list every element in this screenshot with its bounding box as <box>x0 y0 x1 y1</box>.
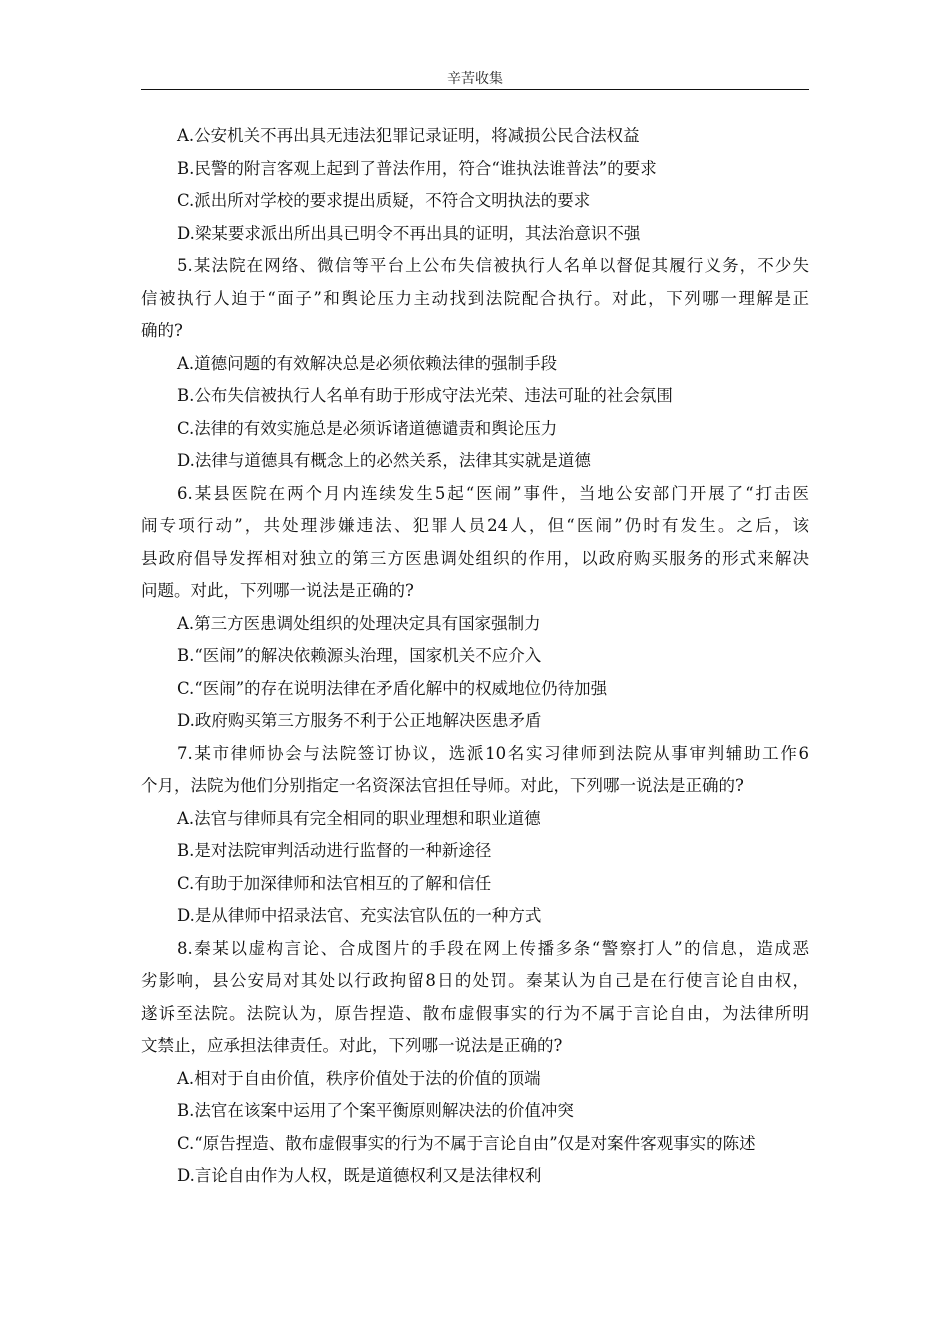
text-line: C.“医闹”的存在说明法律在矛盾化解中的权威地位仍待加强 <box>177 678 608 698</box>
text-line: B.是对法院审判活动进行监督的一种新途径 <box>177 841 492 860</box>
text-line: 信被执行人迫于“面子”和舆论压力主动找到法院配合执行。对此，下列哪一理解是正 <box>141 288 809 308</box>
text-line: C.有助于加深律师和法官相互的了解和信任 <box>177 873 492 893</box>
text-line: 8.秦某以虚构言论、合成图片的手段在网上传播多条“警察打人”的信息，造成恶 <box>177 938 809 958</box>
text-line: A.法官与律师具有完全相同的职业理想和职业道德 <box>177 808 541 828</box>
text-line: D.法律与道德具有概念上的必然关系，法律其实就是道德 <box>177 451 591 470</box>
text-line: C.派出所对学校的要求提出质疑，不符合文明执法的要求 <box>177 191 591 210</box>
document-body <box>141 120 809 1193</box>
text-line: 个月，法院为他们分别指定一名资深法官担任导师。对此，下列哪一说法是正确的? <box>141 776 744 795</box>
text-line: 遂诉至法院。法院认为，原告捏造、散布虚假事实的行为不属于言论自由，为法律所明 <box>141 1003 809 1023</box>
text-line: A.第三方医患调处组织的处理决定具有国家强制力 <box>177 613 541 633</box>
text-line: B.公布失信被执行人名单有助于形成守法光荣、违法可耻的社会氛围 <box>177 386 673 405</box>
text-line: 7.某市律师协会与法院签订协议，选派10名实习律师到法院从事审判辅助工作6 <box>177 743 809 763</box>
page-header: 辛苦收集 <box>447 71 503 87</box>
text-line: B.法官在该案中运用了个案平衡原则解决法的价值冲突 <box>177 1101 574 1120</box>
text-line: A.相对于自由价值，秩序价值处于法的价值的顶端 <box>177 1068 541 1088</box>
text-line: 县政府倡导发挥相对独立的第三方医患调处组织的作用，以政府购买服务的形式来解决 <box>141 548 809 568</box>
text-line: A.道德问题的有效解决总是必须依赖法律的强制手段 <box>177 353 558 373</box>
text-line: D.是从律师中招录法官、充实法官队伍的一种方式 <box>177 906 542 925</box>
text-line: 确的? <box>141 321 183 340</box>
text-line: C.法律的有效实施总是必须诉诸道德谴责和舆论压力 <box>177 418 558 438</box>
text-line: 劣影响，县公安局对其处以行政拘留8日的处罚。秦某认为自己是在行使言论自由权， <box>141 971 809 990</box>
text-line: 闹专项行动”，共处理涉嫌违法、犯罪人员24人，但“医闹”仍时有发生。之后，该 <box>141 516 809 535</box>
text-line: 问题。对此，下列哪一说法是正确的? <box>141 581 414 600</box>
text-line: 文禁止，应承担法律责任。对此，下列哪一说法是正确的? <box>141 1036 563 1055</box>
text-line: 6.某县医院在两个月内连续发生5起“医闹”事件，当地公安部门开展了“打击医 <box>177 483 809 503</box>
text-line: D.政府购买第三方服务不利于公正地解决医患矛盾 <box>177 711 542 730</box>
header-divider <box>141 89 809 90</box>
text-line: B.“医闹”的解决依赖源头治理，国家机关不应介入 <box>177 646 542 665</box>
text-line: B.民警的附言客观上起到了普法作用，符合“谁执法谁普法”的要求 <box>177 158 657 178</box>
text-line: D.梁某要求派出所出具已明令不再出具的证明，其法治意识不强 <box>177 223 641 243</box>
text-line: C.“原告捏造、散布虚假事实的行为不属于言论自由”仅是对案件客观事实的陈述 <box>177 1133 756 1153</box>
text-line: D.言论自由作为人权，既是道德权利又是法律权利 <box>177 1166 542 1185</box>
text-line: A.公安机关不再出具无违法犯罪记录证明，将减损公民合法权益 <box>177 126 640 145</box>
text-line: 5.某法院在网络、微信等平台上公布失信被执行人名单以督促其履行义务，不少失 <box>177 256 809 275</box>
